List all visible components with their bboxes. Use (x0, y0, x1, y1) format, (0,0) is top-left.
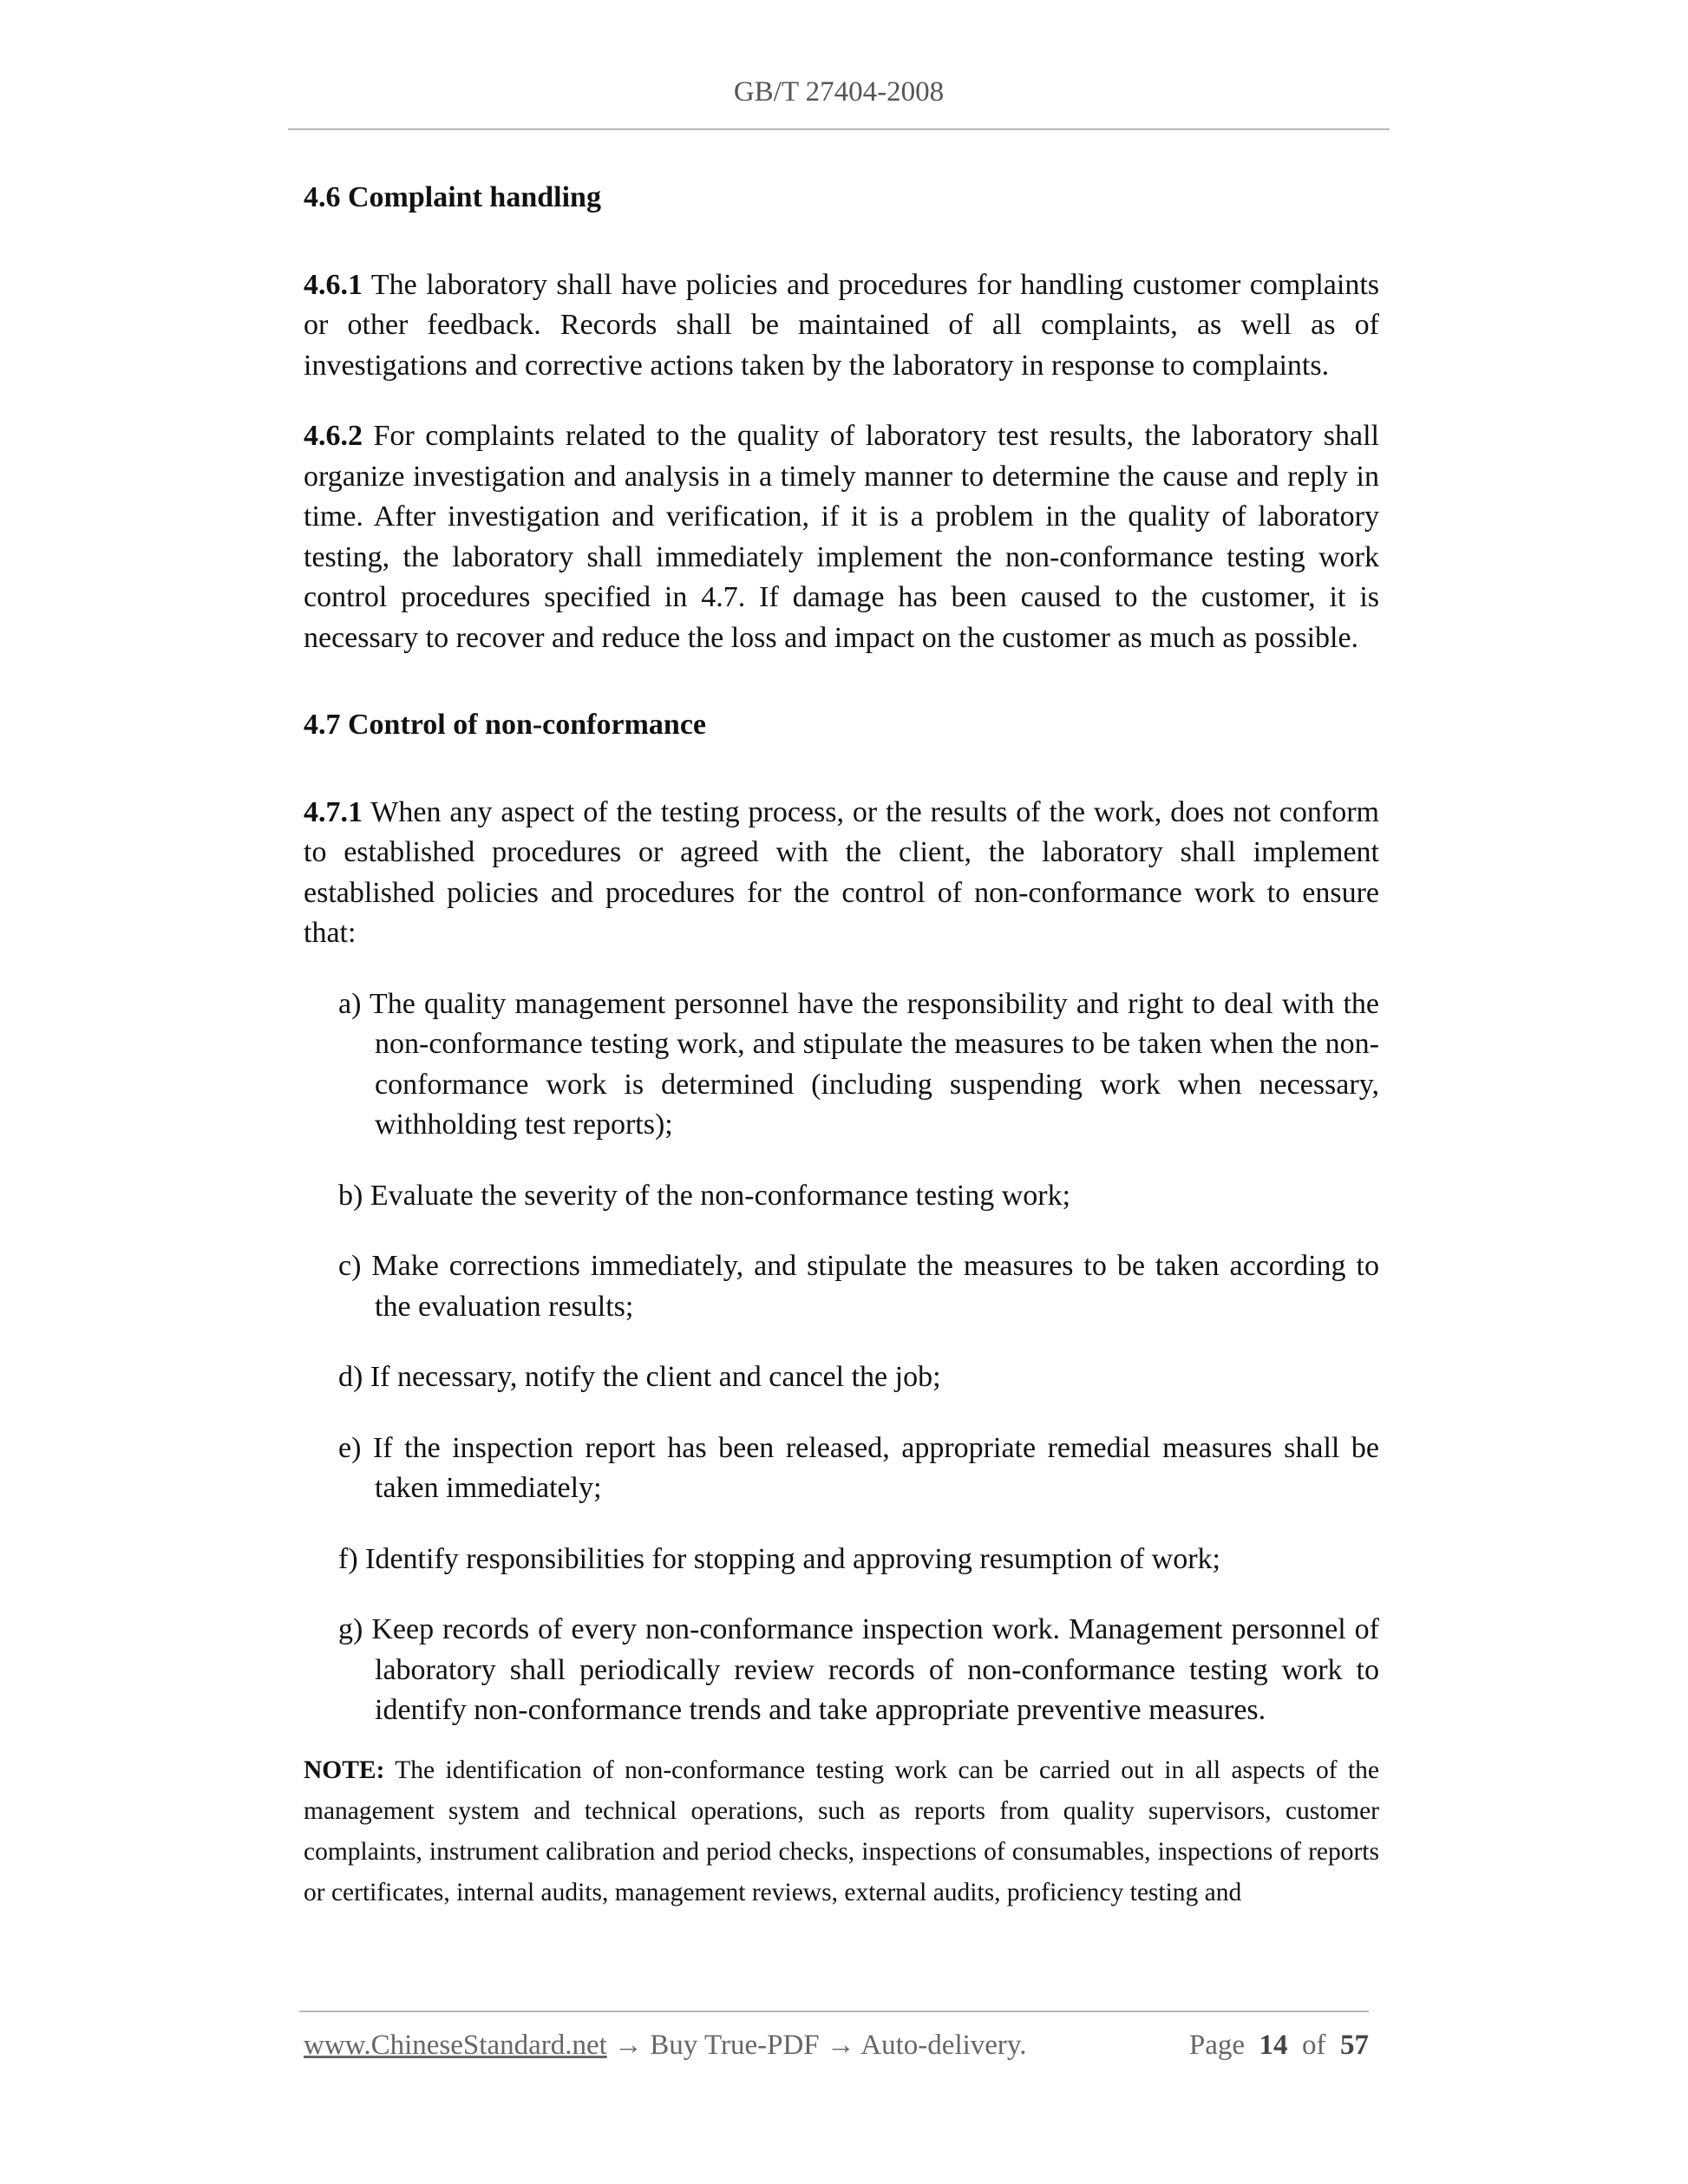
section-4-7-title: 4.7 Control of non-conformance (304, 709, 706, 741)
clause-number: 4.7.1 (304, 795, 363, 828)
list-item: c) Make corrections immediately, and stipulate the measures to be taken according to the evaluation results; (338, 1250, 1379, 1323)
page-number: 14 (1259, 2030, 1288, 2061)
footer-left (304, 2030, 1027, 2062)
clause-number: 4.6.1 (304, 268, 363, 301)
paragraph-4-6-2 (304, 416, 1379, 658)
document-body (304, 178, 1379, 1913)
site-link[interactable]: www.ChineseStandard.net (304, 2030, 607, 2061)
list-item: g) Keep records of every non-conformance inspection work. Management personnel of laboratory shall periodically review records of non-conformance testing work to identify non-conformance trends and take appropriate preventive measures. (338, 1613, 1379, 1726)
total-pages: 57 (1340, 2030, 1369, 2061)
page-footer (304, 2030, 1369, 2062)
header-divider (288, 128, 1390, 130)
requirements-list (338, 984, 1379, 1731)
page-indicator: Page 14 of 57 (1188, 2030, 1369, 2061)
document-id: GB/T 27404-2008 (733, 76, 945, 108)
list-item: d) If necessary, notify the client and cancel the job; (338, 1361, 941, 1393)
note-text: The identification of non-conformance testing work can be carried out in all aspects of the management system and technical operations, such as reports from quality supervisors, customer complaints, instrument calibration and period checks, inspections of consumables, inspections of reports or certificates, internal audits, management reviews, external audits, proficiency testing and (304, 1756, 1379, 1906)
paragraph-4-6-1 (304, 265, 1379, 387)
footer-divider (299, 2011, 1369, 2012)
purchase-text: → Buy True-PDF → Auto-delivery. (606, 2030, 1027, 2061)
clause-number: 4.6.2 (304, 420, 363, 452)
list-item: e) If the inspection report has been released, appropriate remedial measures shall be taken immediately; (338, 1431, 1379, 1504)
paragraph-4-7-1 (304, 793, 1379, 954)
list-item: a) The quality management personnel have the responsibility and right to deal with the non-conformance testing work, and stipulate the measures to be taken when the non-conformance work is determined (including suspending work when necessary, withholding test reports); (338, 987, 1379, 1141)
section-4-6-title: 4.6 Complaint handling (304, 181, 601, 213)
clause-text: When any aspect of the testing process, or the results of the work, does not conform to established procedures or agreed with the client, the laboratory shall implement established policies and procedures for the control of non-conformance work to ensure that: (304, 795, 1379, 949)
clause-text: For complaints related to the quality of laboratory test results, the laboratory shall organize investigation and analysis in a timely manner to determine the cause and reply in time. After investigation and verification, if it is a problem in the quality of laboratory testing, the laboratory shall immediately implement the non-conformance testing work control procedures specified in 4.7. If damage has been caused to the customer, it is necessary to recover and reduce the loss and impact on the customer as much as possible. (304, 420, 1379, 654)
note-label: NOTE: (304, 1756, 385, 1784)
note-paragraph (304, 1750, 1379, 1913)
page-header (288, 76, 1390, 108)
clause-text: The laboratory shall have policies and procedures for handling customer complaints or other feedback. Records shall be maintained of all complaints, as well as of investigations and corrective actions taken by the laboratory in response to complaints. (304, 268, 1379, 382)
list-item: b) Evaluate the severity of the non-conformance testing work; (338, 1179, 1071, 1212)
list-item: f) Identify responsibilities for stopping and approving resumption of work; (338, 1542, 1220, 1575)
